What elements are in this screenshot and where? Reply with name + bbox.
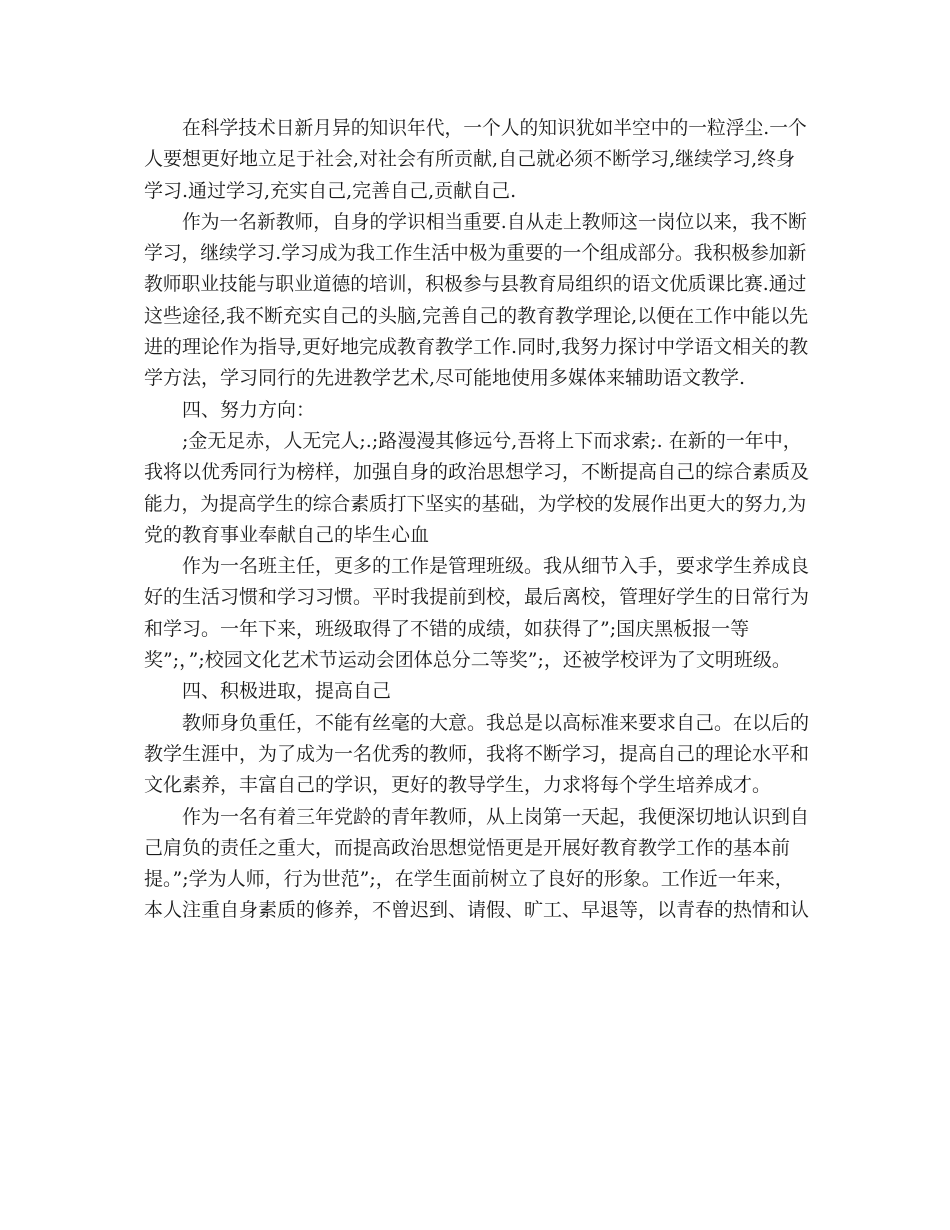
- text-line: 四、积极进取，提高自己: [182, 680, 392, 703]
- text-line: 本人注重自身素质的修养，不曾迟到、请假、旷工、早退等，以青春的热情和认: [144, 899, 810, 922]
- text-line: 好的生活习惯和学习习惯。平时我提前到校，最后离校，管理好学生的日常行为: [144, 586, 810, 609]
- text-line: 学方法，学习同行的先进教学艺术,尽可能地使用多媒体来辅助语文教学.: [144, 367, 746, 390]
- text-line: 我将以优秀同行为榜样，加强自身的政治思想学习，不断提高自己的综合素质及: [144, 461, 810, 484]
- text-line: 作为一名新教师，自身的学识相当重要.自从走上教师这一岗位以来，我不断: [182, 211, 807, 233]
- text-line: 这些途径,我不断充实自己的头脑,完善自己的教育教学理论,以便在工作中能以先: [144, 304, 809, 327]
- text-line: 党的教育事业奉献自己的毕生心血: [144, 523, 430, 546]
- text-line: 提。”;学为人师，行为世范”;，在学生面前树立了良好的形象。工作近一年来，: [144, 868, 794, 891]
- text-line: 学习.通过学习,充实自己,完善自己,贡献自己.: [144, 179, 517, 202]
- text-line: 人要想更好地立足于社会,对社会有所贡献,自己就必须不断学习,继续学习,终身: [144, 148, 796, 171]
- text-line: 文化素养，丰富自己的学识，更好的教导学生，力求将每个学生培养成才。: [144, 774, 772, 797]
- text-line: 能力，为提高学生的综合素质打下坚实的基础，为学校的发展作出更大的努力,为: [144, 493, 807, 515]
- text-line: 进的理论作为指导,更好地完成教育教学工作.同时,我努力探讨中学语文相关的教: [144, 336, 809, 359]
- text-line: 四、努力方向：: [182, 398, 316, 421]
- text-line: 教师职业技能与职业道德的培训，积极参与县教育局组织的语文优质课比赛.通过: [144, 274, 807, 296]
- text-line: 教师身负重任，不能有丝毫的大意。我总是以高标准来要求自己。在以后的: [182, 711, 810, 734]
- text-line: 和学习。一年下来，班级取得了不错的成绩，如获得了”;国庆黑板报一等: [144, 617, 750, 640]
- text-line: 作为一名班主任，更多的工作是管理班级。我从细节入手，要求学生养成良: [182, 555, 810, 578]
- text-line: 教学生涯中，为了成为一名优秀的教师，我将不断学习，提高自己的理论水平和: [144, 742, 810, 765]
- text-line: 己肩负的责任之重大，而提高政治思想觉悟更是开展好教育教学工作的基本前: [144, 836, 791, 859]
- text-line: ;金无足赤，人无完人;.;路漫漫其修远兮,吾将上下而求索;. 在新的一年中，: [182, 429, 802, 452]
- document-body: [144, 113, 814, 927]
- text-line: 作为一名有着三年党龄的青年教师，从上岗第一天起，我便深切地认识到自: [182, 805, 810, 828]
- text-line: 在科学技术日新月异的知识年代，一个人的知识犹如半空中的一粒浮尘.一个: [182, 118, 807, 139]
- text-line: 奖”;，”;校园文化艺术节运动会团体总分二等奖”;，还被学校评为了文明班级。: [144, 649, 791, 672]
- text-line: 学习，继续学习.学习成为我工作生活中极为重要的一个组成部分。我积极参加新: [144, 243, 807, 265]
